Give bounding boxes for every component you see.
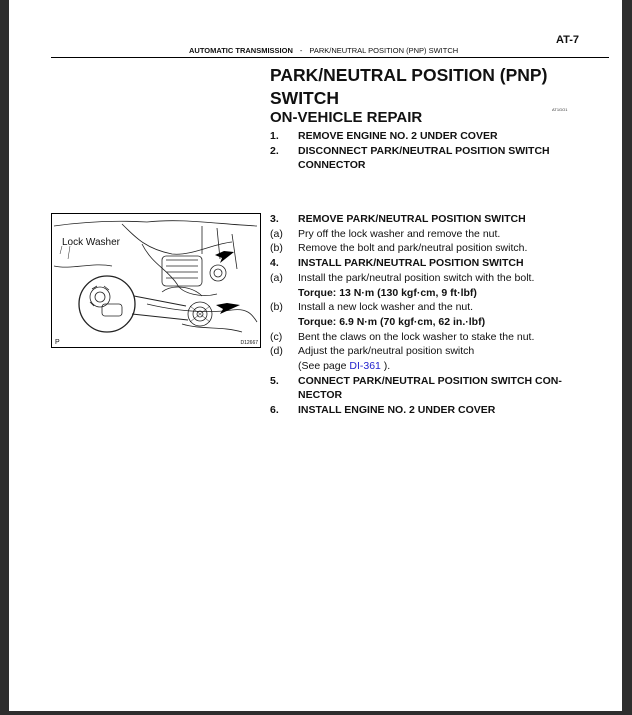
header-subsection: PARK/NEUTRAL POSITION (PNP) SWITCH bbox=[309, 46, 459, 55]
step-number bbox=[270, 315, 298, 330]
step-text: REMOVE ENGINE NO. 2 UNDER COVER bbox=[298, 130, 498, 142]
step-item bbox=[270, 212, 590, 227]
page-link-di361[interactable]: DI-361 bbox=[349, 360, 381, 373]
step-number: (d) bbox=[270, 345, 283, 358]
step-number: (b) bbox=[270, 301, 283, 314]
step-number: (a) bbox=[270, 227, 283, 240]
torque-text: Torque: 13 N·m (130 kgf·cm, 9 ft·lbf) bbox=[298, 286, 477, 299]
step-text: INSTALL ENGINE NO. 2 UNDER COVER bbox=[298, 404, 496, 417]
figure-code: D12667 bbox=[240, 340, 258, 346]
step-number bbox=[270, 286, 298, 301]
step-item bbox=[270, 330, 590, 345]
step-item bbox=[270, 271, 590, 286]
page-number: AT-7 bbox=[556, 34, 580, 46]
step-number: 1. bbox=[270, 130, 279, 142]
running-header bbox=[189, 46, 458, 55]
steps-top bbox=[270, 129, 590, 173]
reference-code: AT1GO1 bbox=[552, 107, 568, 112]
switch-illustration bbox=[51, 213, 261, 348]
step-text: REMOVE PARK/NEUTRAL POSITION SWITCH bbox=[298, 213, 526, 225]
step-item bbox=[270, 300, 590, 315]
step-text: DISCONNECT PARK/NEUTRAL POSITION SWITCH CONNECTOR bbox=[298, 144, 550, 172]
step-item bbox=[270, 344, 590, 359]
step-number: 2. bbox=[270, 144, 279, 157]
torque-spec bbox=[270, 315, 590, 330]
step-number: (a) bbox=[270, 271, 283, 284]
step-text: Pry off the lock washer and remove the nut. bbox=[298, 227, 501, 240]
see-page-line bbox=[270, 359, 590, 374]
steps-main bbox=[270, 212, 590, 418]
step-number: (b) bbox=[270, 242, 283, 255]
see-page-prefix: (See page bbox=[298, 360, 350, 373]
step-text: Adjust the park/neutral position switch bbox=[298, 345, 475, 358]
step-text: Bent the claws on the lock washer to stake the nut. bbox=[298, 330, 535, 343]
header-rule bbox=[51, 57, 609, 58]
step-text: Remove the bolt and park/neutral position switch. bbox=[298, 242, 528, 255]
header-separator: - bbox=[299, 46, 303, 55]
page-title: PARK/NEUTRAL POSITION (PNP) SWITCH bbox=[270, 65, 548, 108]
step-item bbox=[270, 144, 590, 173]
step-item bbox=[270, 227, 590, 242]
torque-spec bbox=[270, 286, 590, 301]
see-page-suffix: ). bbox=[380, 360, 391, 373]
step-text: Install the park/neutral position switch with the bolt. bbox=[298, 271, 535, 284]
header-section: AUTOMATIC TRANSMISSION bbox=[189, 46, 293, 55]
step-number: 6. bbox=[270, 404, 279, 417]
step-text: INSTALL PARK/NEUTRAL POSITION SWITCH bbox=[298, 257, 524, 270]
step-number: 4. bbox=[270, 257, 279, 270]
step-item bbox=[270, 129, 590, 144]
figure-label: Lock Washer bbox=[62, 237, 120, 248]
section-heading: ON-VEHICLE REPAIR bbox=[270, 109, 423, 126]
transmission-drawing bbox=[52, 214, 260, 347]
step-item bbox=[270, 403, 590, 418]
step-item bbox=[270, 256, 590, 271]
step-text: Install a new lock washer and the nut. bbox=[298, 301, 474, 314]
step-text: CONNECT PARK/NEUTRAL POSITION SWITCH CON-NECTOR bbox=[298, 374, 562, 402]
torque-text: Torque: 6.9 N·m (70 kgf·cm, 62 in.·lbf) bbox=[298, 315, 486, 328]
step-item bbox=[270, 374, 590, 403]
step-number: (c) bbox=[270, 330, 283, 343]
figure-corner-mark: P bbox=[55, 339, 60, 346]
manual-page bbox=[9, 0, 622, 711]
step-number: 5. bbox=[270, 374, 279, 387]
step-item bbox=[270, 241, 590, 256]
step-number: 3. bbox=[270, 213, 279, 225]
